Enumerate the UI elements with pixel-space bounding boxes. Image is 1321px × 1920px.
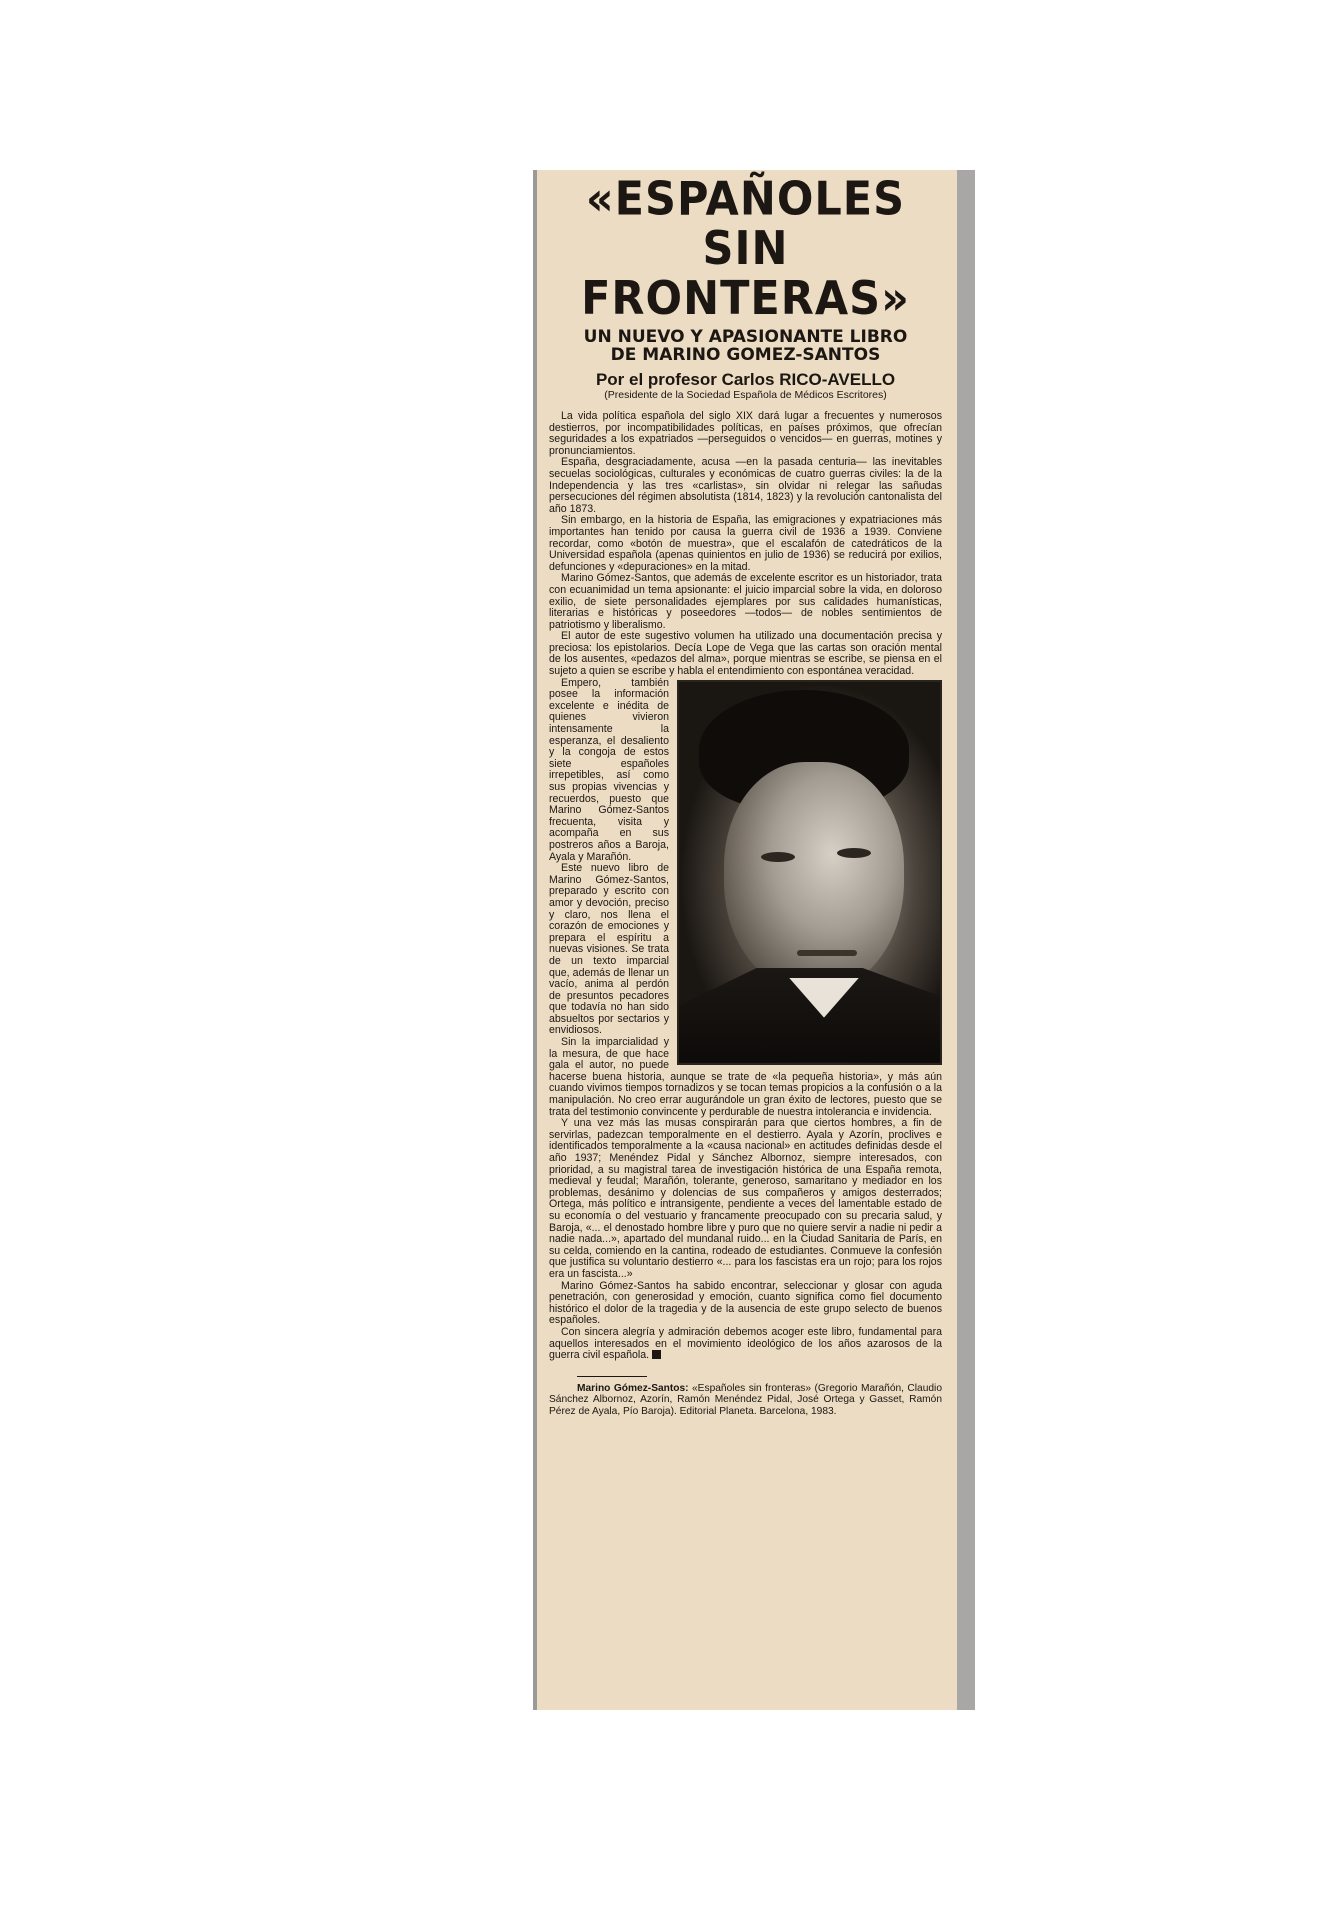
paragraph-6: Empero, también posee la información excelente e inédita de quienes vivieron intensamente la esperanza, el desaliento y la congoja de estos siete españoles irrepetibles, así como sus propias vivencias y recuerdos, puesto que Marino Gómez-Santos frecuenta, visita y acompaña en sus postreros años a Baroja, Ayala y Marañón. bbox=[549, 676, 669, 863]
portrait-eye-left bbox=[761, 852, 795, 862]
author-portrait-photo bbox=[677, 680, 942, 1065]
footnote-text: «Españoles sin fronteras» (Gregorio Marañón, Claudio Sánchez Albornoz, Azorín, Ramón Menéndez Pidal, José Ortega y Gasset, Ramón Pérez de Ayala, Pío Baroja). Editorial Planeta. Barcelona, 1983. bbox=[549, 1382, 942, 1417]
paragraph-10: Marino Gómez-Santos ha sabido encontrar, seleccionar y glosar con aguda penetración, con generosidad y emoción, cuanto significa como fiel documento histórico el dolor de la tragedia y de la ausencia de este grupo selecto de buenos españoles. bbox=[549, 1279, 942, 1327]
headline-line-1: «ESPAÑOLES bbox=[585, 172, 906, 227]
byline: Por el profesor Carlos RICO-AVELLO bbox=[595, 370, 896, 389]
paragraph-11 bbox=[549, 1327, 942, 1362]
paragraph-5: El autor de este sugestivo volumen ha utilizado una documentación precisa y preciosa: los epistolarios. Decía Lope de Vega que las cartas son oración mental de los ausentes, «pedazos del alma», porque mientras se escribe, se piensa en el sujeto a quien se escribe y habla el entendimiento con espontánea veracidad. bbox=[549, 630, 942, 678]
footnote-divider bbox=[577, 1376, 647, 1377]
author-affiliation: (Presidente de la Sociedad Española de Médicos Escritores) bbox=[604, 389, 887, 401]
subheadline bbox=[549, 328, 942, 364]
headline bbox=[549, 172, 942, 326]
footnote-paragraph bbox=[549, 1383, 942, 1417]
headline-line-2: SIN FRONTERAS» bbox=[581, 222, 910, 326]
scan-edge-right bbox=[957, 170, 975, 1710]
portrait-eye-right bbox=[837, 848, 871, 858]
footnote-author: Marino Gómez-Santos: bbox=[577, 1382, 689, 1394]
newspaper-clipping bbox=[537, 170, 957, 1710]
paragraph-4: Marino Gómez-Santos, que además de excelente escritor es un historiador, trata con ecuanimidad un tema apsionante: el juicio imparcial sobre la vida, en doloroso exilio, de siete personalidades ejemplares por sus calidades humanísticas, literarias e históricas y poseedores —todos— de nobles sentimientos de patriotismo y liberalismo. bbox=[549, 572, 942, 631]
paragraph-1: La vida política española del siglo XIX dará lugar a frecuentes y numerosos destierros, por incompatibilidades políticas, en países próximos, que ofrecían seguridades a los expatriados —perseguidos o vencidos— en guerras, motines y pronunciamientos. bbox=[549, 410, 942, 457]
paragraph-7: Este nuevo libro de Marino Gómez-Santos, preparado y escrito con amor y devoción, preciso y claro, nos llena el corazón de emociones y prepara el espíritu a nuevas visiones. Se trata de un texto imparcial que, además de llenar un vacío, anima al perdón de presuntos pecadores que todavía no han sido absueltos por sectarios y envidiosos. bbox=[549, 862, 669, 1037]
end-of-article-mark bbox=[652, 1350, 661, 1359]
paragraph-2: España, desgraciadamente, acusa —en la pasada centuria— las inevitables secuelas sociológicas, culturales y económicas de cuatro guerras civiles: la de la Independencia y las tres «carlistas», sin olvidar ni relegar las sañudas persecuciones del régimen absolutista (1814, 1823) y la revolución cantonalista del año 1873. bbox=[549, 456, 942, 515]
book-reference-footnote bbox=[549, 1383, 942, 1417]
paragraph-3: Sin embargo, en la historia de España, las emigraciones y expatriaciones más importantes han tenido por causa la guerra civil de 1936 a 1939. Conviene recordar, como «botón de muestra», que el escalafón de catedráticos de la Universidad española (apenas quinientos en julio de 1936) se reducirá por exilios, defunciones y «depuraciones» en la mitad. bbox=[549, 514, 942, 573]
portrait-mouth bbox=[797, 950, 857, 956]
subheadline-line-1: UN NUEVO Y APASIONANTE LIBRO bbox=[583, 327, 908, 347]
paragraph-11-text: Con sincera alegría y admiración debemos acoger este libro, fundamental para aquellos interesados en el movimiento ideológico de los años azarosos de la guerra civil española. bbox=[549, 1325, 942, 1362]
article-body bbox=[549, 411, 942, 1362]
paragraph-9: Y una vez más las musas conspirarán para que ciertos hombres, a fin de servirlas, padezcan temporalmente en el destierro. Ayala y Azorín, proclives e identificados temporalmente a la «causa nacional» en actitudes definidas desde el año 1937; Menéndez Pidal y Sánchez Albornoz, siempre interesados, con prioridad, a su magistral tarea de investigación histórica de una España remota, medieval y feudal; Marañón, tolerante, generoso, samaritano y mediador en los problemas, desánimo y dolencias de sus compañeros y amigos desterrados; Ortega, más político e intransigente, pendiente a veces del lamentable estado de su economía o del vestuario y francamente preocupado con su precaria salud, y Baroja, «... el denostado hombre libre y puro que no quiere servir a nadie ni pedir a nadie nada...», apartado del mundanal ruido... en la Ciudad Sanitaria de París, en su celda, comiendo en la cantina, rodeado de estudiantes. Conmueve la confesión que justifica su voluntario destierro «... para los fascistas era un rojo; para los rojos era un fascista...» bbox=[549, 1117, 942, 1280]
subheadline-line-2: DE MARINO GOMEZ-SANTOS bbox=[610, 345, 881, 365]
paragraph-8: Sin la imparcialidad y la mesura, de que hace gala el autor, no puede hacerse buena historia, aunque se trate de «la pequeña historia», y más aún cuando vivimos tiempos tornadizos y se tocan temas propicios a la confusión o a la manipulación. No creo errar augurándole un gran éxito de lectores, puesto que se trata del testimonio convincente y perdurable de nuestra intolerancia e invidencia. bbox=[549, 1036, 942, 1118]
portrait-face bbox=[724, 762, 904, 992]
